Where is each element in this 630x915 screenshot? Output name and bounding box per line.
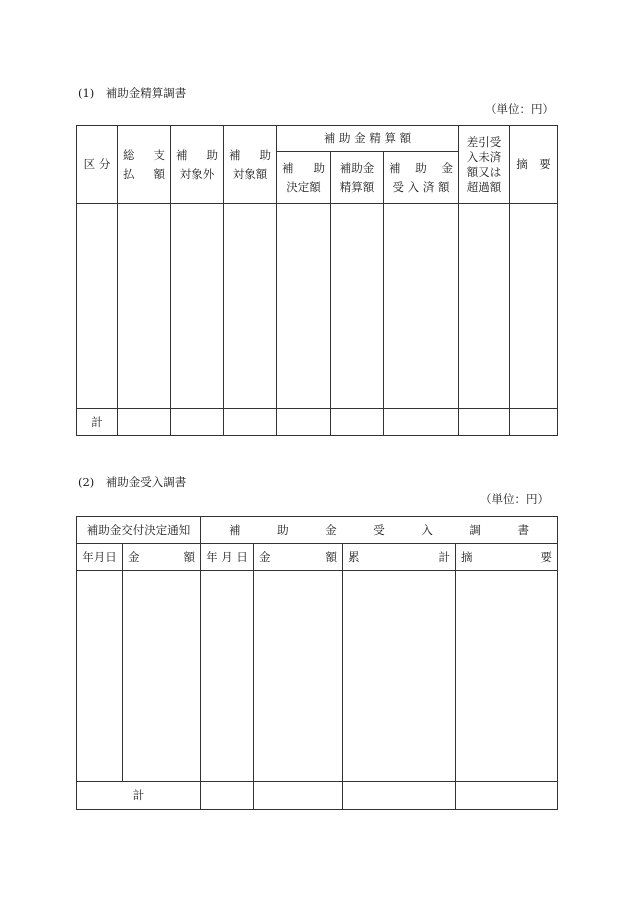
cell	[510, 204, 558, 409]
cell	[171, 204, 224, 409]
header-amount-1: 金 額	[123, 544, 201, 571]
header-non-subsidy: 補 助 対象外	[171, 126, 224, 204]
cell	[459, 409, 510, 436]
cell	[201, 571, 254, 782]
total-row	[77, 409, 558, 436]
subsidy-receipt-table	[76, 516, 558, 810]
header-received-amount: 補 助 金 受 入 済 額	[384, 152, 459, 204]
total-label: 計	[77, 782, 201, 810]
cell	[456, 782, 558, 810]
table-row	[77, 571, 558, 782]
section2-unit: （単位：円）	[480, 492, 549, 506]
cell	[118, 409, 171, 436]
cell	[254, 571, 343, 782]
cell	[331, 409, 384, 436]
cell	[77, 571, 123, 782]
header-remarks-2: 摘 要	[456, 544, 558, 571]
header-settlement-amount: 補助金 精算額	[331, 152, 384, 204]
cell	[224, 204, 277, 409]
cell	[77, 204, 118, 409]
cell	[224, 409, 277, 436]
header-difference: 差引受 入未済 額又は 超過額	[459, 126, 510, 204]
cell	[277, 409, 331, 436]
header-decision-amount: 補 助 決定額	[277, 152, 331, 204]
section2-title: (2) 補助金受入調書	[78, 475, 187, 489]
cell	[456, 571, 558, 782]
table-row	[77, 204, 558, 409]
subsidy-settlement-table	[76, 125, 558, 436]
cell	[343, 571, 456, 782]
cell	[510, 409, 558, 436]
header-receipt-record: 補 助 金 受 入 調 書	[201, 517, 558, 544]
cell	[254, 782, 343, 810]
header-amount-2: 金 額	[254, 544, 343, 571]
cell	[384, 204, 459, 409]
header-cumulative: 累 計	[343, 544, 456, 571]
header-date-2: 年 月 日	[201, 544, 254, 571]
cell	[459, 204, 510, 409]
cell	[343, 782, 456, 810]
cell	[201, 782, 254, 810]
section1-title: (1) 補助金精算調書	[78, 86, 187, 100]
header-settlement-group: 補 助 金 精 算 額	[277, 126, 459, 152]
header-total-expenditure: 総 支 払 額	[118, 126, 171, 204]
header-subsidy-target: 補 助 対象額	[224, 126, 277, 204]
total-row	[77, 782, 558, 810]
cell	[123, 571, 201, 782]
header-date-1: 年月日	[77, 544, 123, 571]
cell	[384, 409, 459, 436]
cell	[171, 409, 224, 436]
header-kubun: 区 分	[77, 126, 118, 204]
header-decision-notice: 補助金交付決定通知	[77, 517, 201, 544]
cell	[118, 204, 171, 409]
total-label: 計	[77, 409, 118, 436]
cell	[277, 204, 331, 409]
cell	[331, 204, 384, 409]
header-remarks: 摘 要	[510, 126, 558, 204]
section1-unit: （単位：円）	[485, 102, 554, 116]
